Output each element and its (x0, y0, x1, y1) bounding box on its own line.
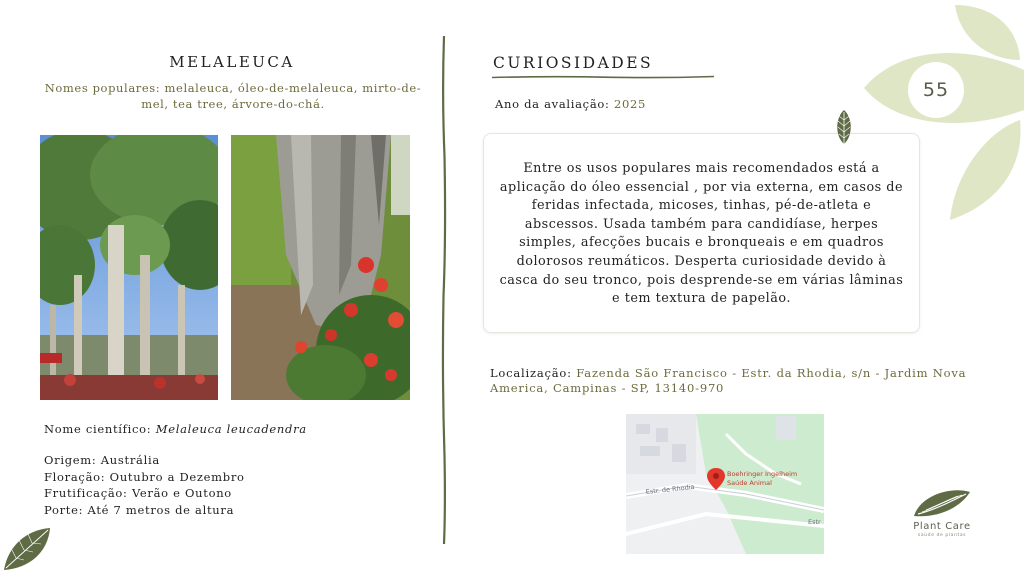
scientific-name-label: Nome científico: (44, 422, 152, 436)
tree-photo (40, 135, 218, 400)
page-number-badge: 55 (908, 62, 964, 118)
plant-facts (44, 452, 245, 518)
curiosities-title: CURIOSIDADES (493, 54, 654, 72)
origin: Origem: Austrália (44, 453, 160, 467)
evaluation-year-label: Ano da avaliação: (495, 97, 610, 111)
popular-names (38, 80, 428, 112)
location (490, 366, 990, 396)
flowering: Floração: Outubro a Dezembro (44, 469, 245, 484)
curiosities-text: Entre os usos populares mais recomendados está a aplicação do óleo essencial , por via externa, em casos de feridas infectada, micoses, tinhas, pé-de-atleta e abscessos. Usada também para candidíase, herpes simples, afecções bucais e bronqueais e em quadros dolorosos reumáticos. Desperta curiosidade devido à casca do seu tronco, pois desprende-se em várias lâminas e tem textura de papelão. (499, 161, 904, 307)
curiosities-box (483, 133, 920, 333)
plant-name-title: MELALEUCA (169, 53, 295, 71)
map-road-label: Estr. de Rhodia (645, 482, 695, 496)
map-place-line1: Boehringer Ingelheim (727, 470, 798, 478)
leaf-icon (2, 526, 52, 572)
location-address: Fazenda São Francisco - Estr. da Rhodia, s/n - Jardim Nova America, Campinas - SP, 13140-970 (490, 366, 967, 395)
map-road-label-2: Estr (808, 518, 821, 526)
column-divider (441, 36, 447, 544)
evaluation-year-value: 2025 (613, 97, 647, 111)
scientific-name-value: Melaleuca leucadendra (155, 422, 307, 436)
trunk-photo (231, 135, 410, 400)
brand-tagline: saúde de plantas (917, 533, 967, 538)
fruiting: Frutificação: Verão e Outono (44, 486, 232, 500)
map-place-line2: Saúde Animal (727, 479, 772, 487)
brand-name: Plant Care (913, 521, 971, 532)
size: Porte: Até 7 metros de altura (44, 502, 235, 517)
location-map[interactable] (626, 414, 824, 554)
evaluation-year (495, 97, 646, 111)
scientific-name (44, 422, 307, 436)
leaf-icon (834, 108, 854, 148)
location-label: Localização: (490, 366, 572, 380)
popular-names-label: Nomes populares: (44, 81, 161, 95)
popular-names-value: melaleuca, óleo-de-melaleuca, mirto-de-mel, tea tree, árvore-do-chá. (141, 81, 422, 111)
title-underline (492, 75, 714, 79)
